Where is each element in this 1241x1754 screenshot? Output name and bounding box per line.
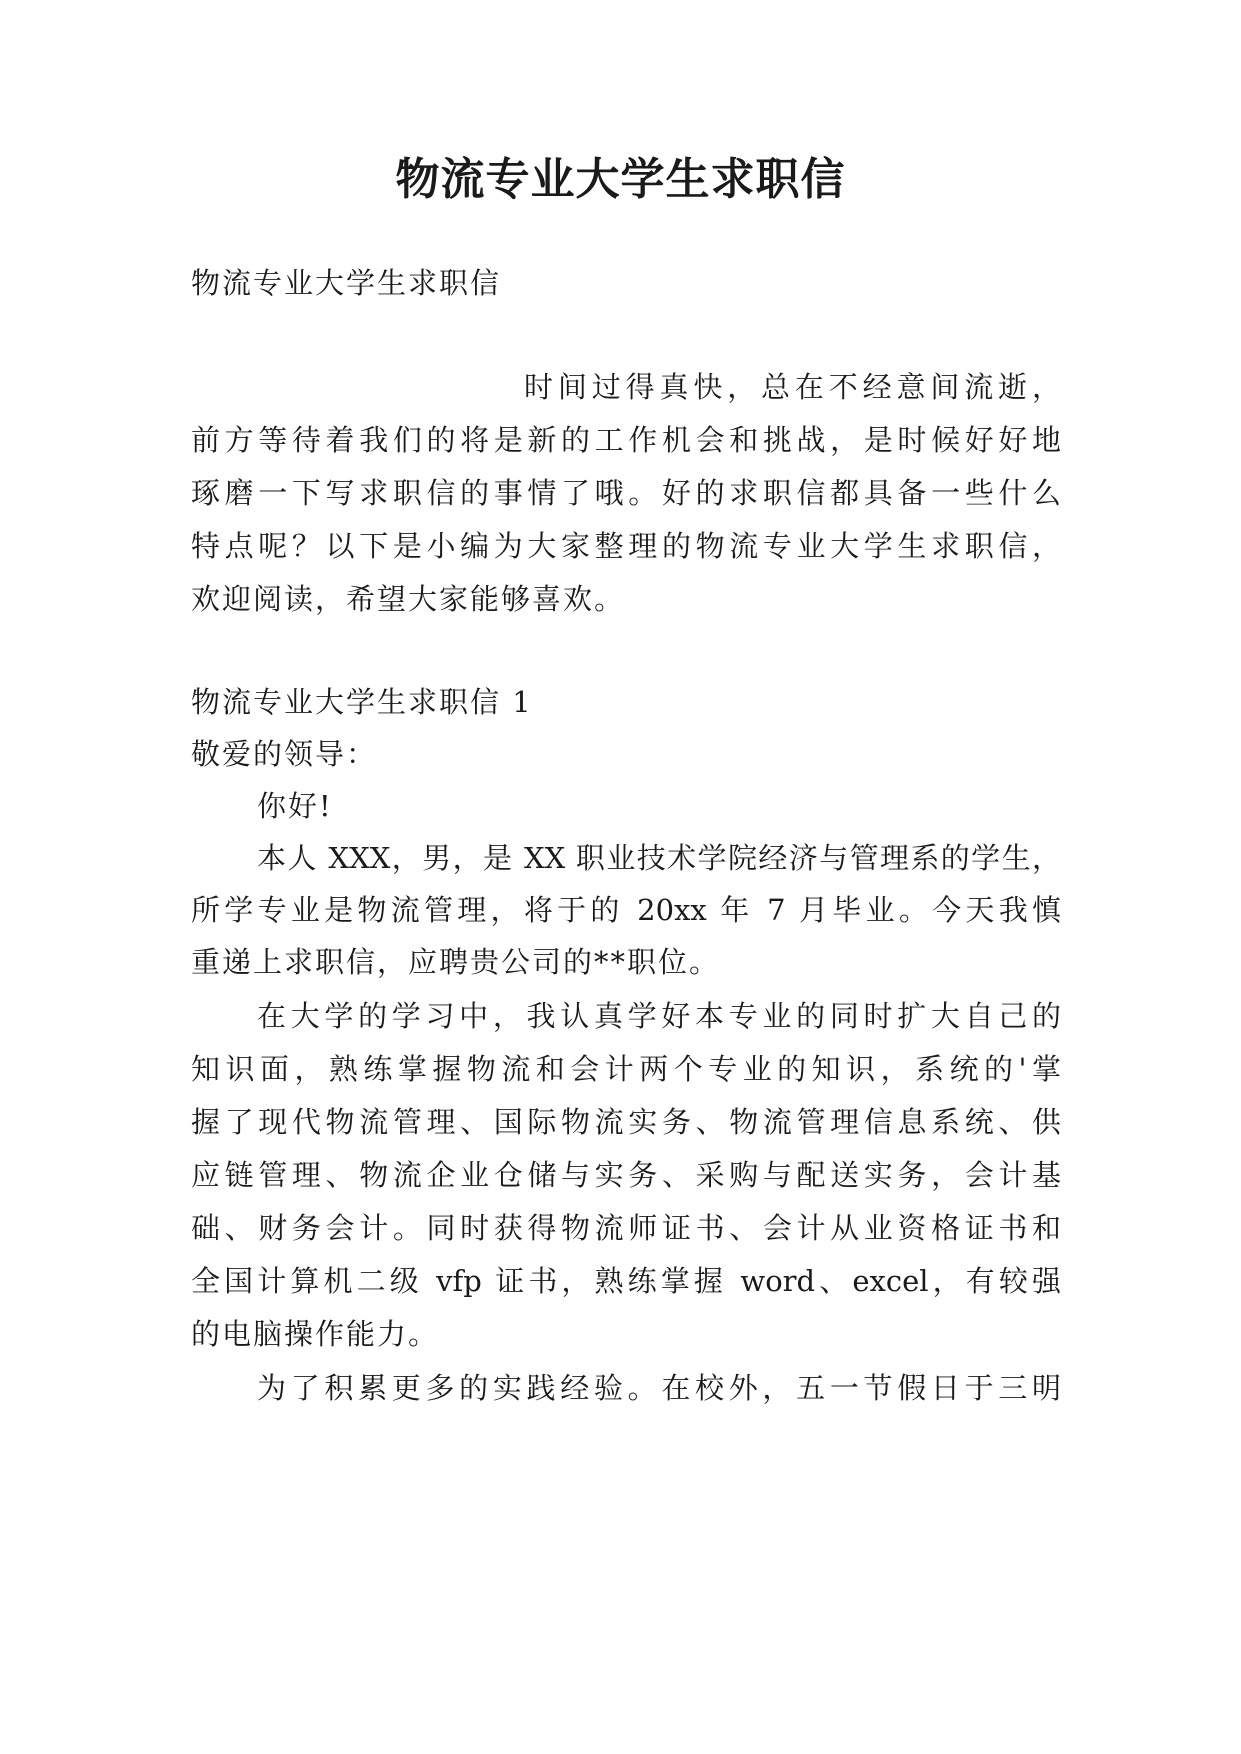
document-subtitle: 物流专业大学生求职信	[191, 266, 502, 300]
greeting: 你好!	[257, 789, 333, 823]
intro-line: 琢磨一下写求职信的事情了哦。好的求职信都具备一些什么	[191, 476, 1061, 510]
paragraph-line: 全国计算机二级 vfp 证书，熟练掌握 word、excel，有较强	[191, 1264, 1061, 1298]
paragraph-line: 为了积累更多的实践经验。在校外，五一节假日于三明	[257, 1371, 1061, 1405]
paragraph-line: 握了现代物流管理、国际物流实务、物流管理信息系统、供	[191, 1105, 1061, 1139]
intro-line: 时间过得真快，总在不经意间流逝，	[524, 370, 1061, 404]
paragraph-line: 本人 XXX，男，是 XX 职业技术学院经济与管理系的学生，	[257, 841, 1061, 875]
paragraph-line: 的电脑操作能力。	[191, 1317, 440, 1351]
section-heading: 物流专业大学生求职信 1	[191, 685, 533, 719]
paragraph-line: 应链管理、物流企业仓储与实务、采购与配送实务，会计基	[191, 1158, 1061, 1192]
paragraph-line: 重递上求职信，应聘贵公司的**职位。	[191, 945, 721, 979]
paragraph-line: 在大学的学习中，我认真学好本专业的同时扩大自己的	[257, 999, 1061, 1033]
intro-line: 前方等待着我们的将是新的工作机会和挑战，是时候好好地	[191, 423, 1061, 457]
paragraph-line: 所学专业是物流管理，将于的 20xx 年 7 月毕业。今天我慎	[191, 893, 1061, 927]
salutation: 敬爱的领导：	[191, 737, 378, 771]
intro-line: 特点呢？以下是小编为大家整理的物流专业大学生求职信，	[191, 529, 1061, 563]
paragraph-line: 知识面，熟练掌握物流和会计两个专业的知识，系统的'掌	[191, 1052, 1061, 1086]
paragraph-line: 础、财务会计。同时获得物流师证书、会计从业资格证书和	[191, 1211, 1061, 1245]
document-title: 物流专业大学生求职信	[395, 154, 846, 205]
intro-line: 欢迎阅读，希望大家能够喜欢。	[191, 582, 626, 616]
